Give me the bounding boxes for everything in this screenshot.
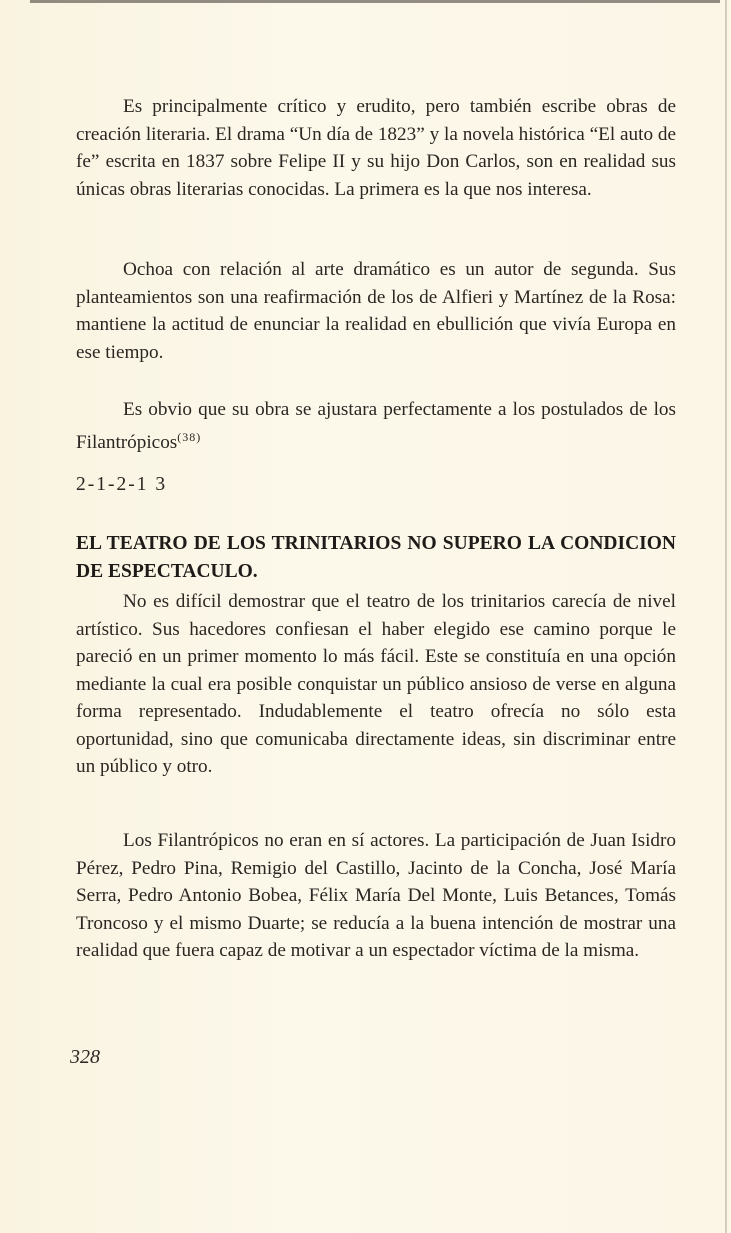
paragraph-filantropicos-actors: Los Filantrópicos no eran en sí actores. La participación de Juan Isidro Pérez, Pedro Pina, Remigio del Castillo, Jacinto de la Concha, José María Serra, Pedro Antonio Bobea, Félix María Del Monte, Luis Betances, Tomás Troncoso y el mismo Duarte; se reducía a la buena intención de mostrar una realidad que fuera capaz de motivar a un espectador víctima de la misma. [76,830,676,961]
paragraph-text: Es obvio que su obra se ajustara perfectamente a los postulados de los Filantrópicos [76,399,676,453]
footnote-reference: (38) [177,429,202,444]
paragraph-ochoa-dramatic-art: Ochoa con relación al arte dramático es un autor de segunda. Sus planteamientos son una reafirmación de los de Alfieri y Martínez de la Rosa: mantiene la actitud de enunciar la realidad en ebullición que vivía Europa en ese tiempo. [76,259,676,363]
paragraph-ochoa-works: Es principalmente crítico y erudito, pero también escribe obras de creación literaria. El drama “Un día de 1823” y la novela histórica “El auto de fe” escrita en 1837 sobre Felipe II y su hijo Don Carlos, son en realidad sus únicas obras literarias conocidas. La primera es la que nos interesa. [76,96,676,200]
paragraph-filantropicos-postulados [76,396,676,456]
paragraph-trinitarios-theatre: No es difícil demostrar que el teatro de los trinitarios carecía de nivel artístico. Sus hacedores confiesan el haber elegido ese camino porque le pareció en un primer momento lo más fácil. Este se constituía en una opción mediante la cual era posible conquistar un público ansioso de verse en alguna forma representado. Indudablemente el teatro ofrecía no sólo esta oportunidad, sino que comunicaba directamente ideas, sin discriminar entre un público y otro. [76,591,676,777]
section-number: 2-1-2-1 3 [76,474,168,495]
page-number: 328 [70,1046,100,1068]
section-heading: EL TEATRO DE LOS TRINITARIOS NO SUPERO LA CONDICION DE ESPECTACULO. [76,533,676,582]
page-right-edge [725,0,727,1233]
page-top-edge [30,0,720,3]
